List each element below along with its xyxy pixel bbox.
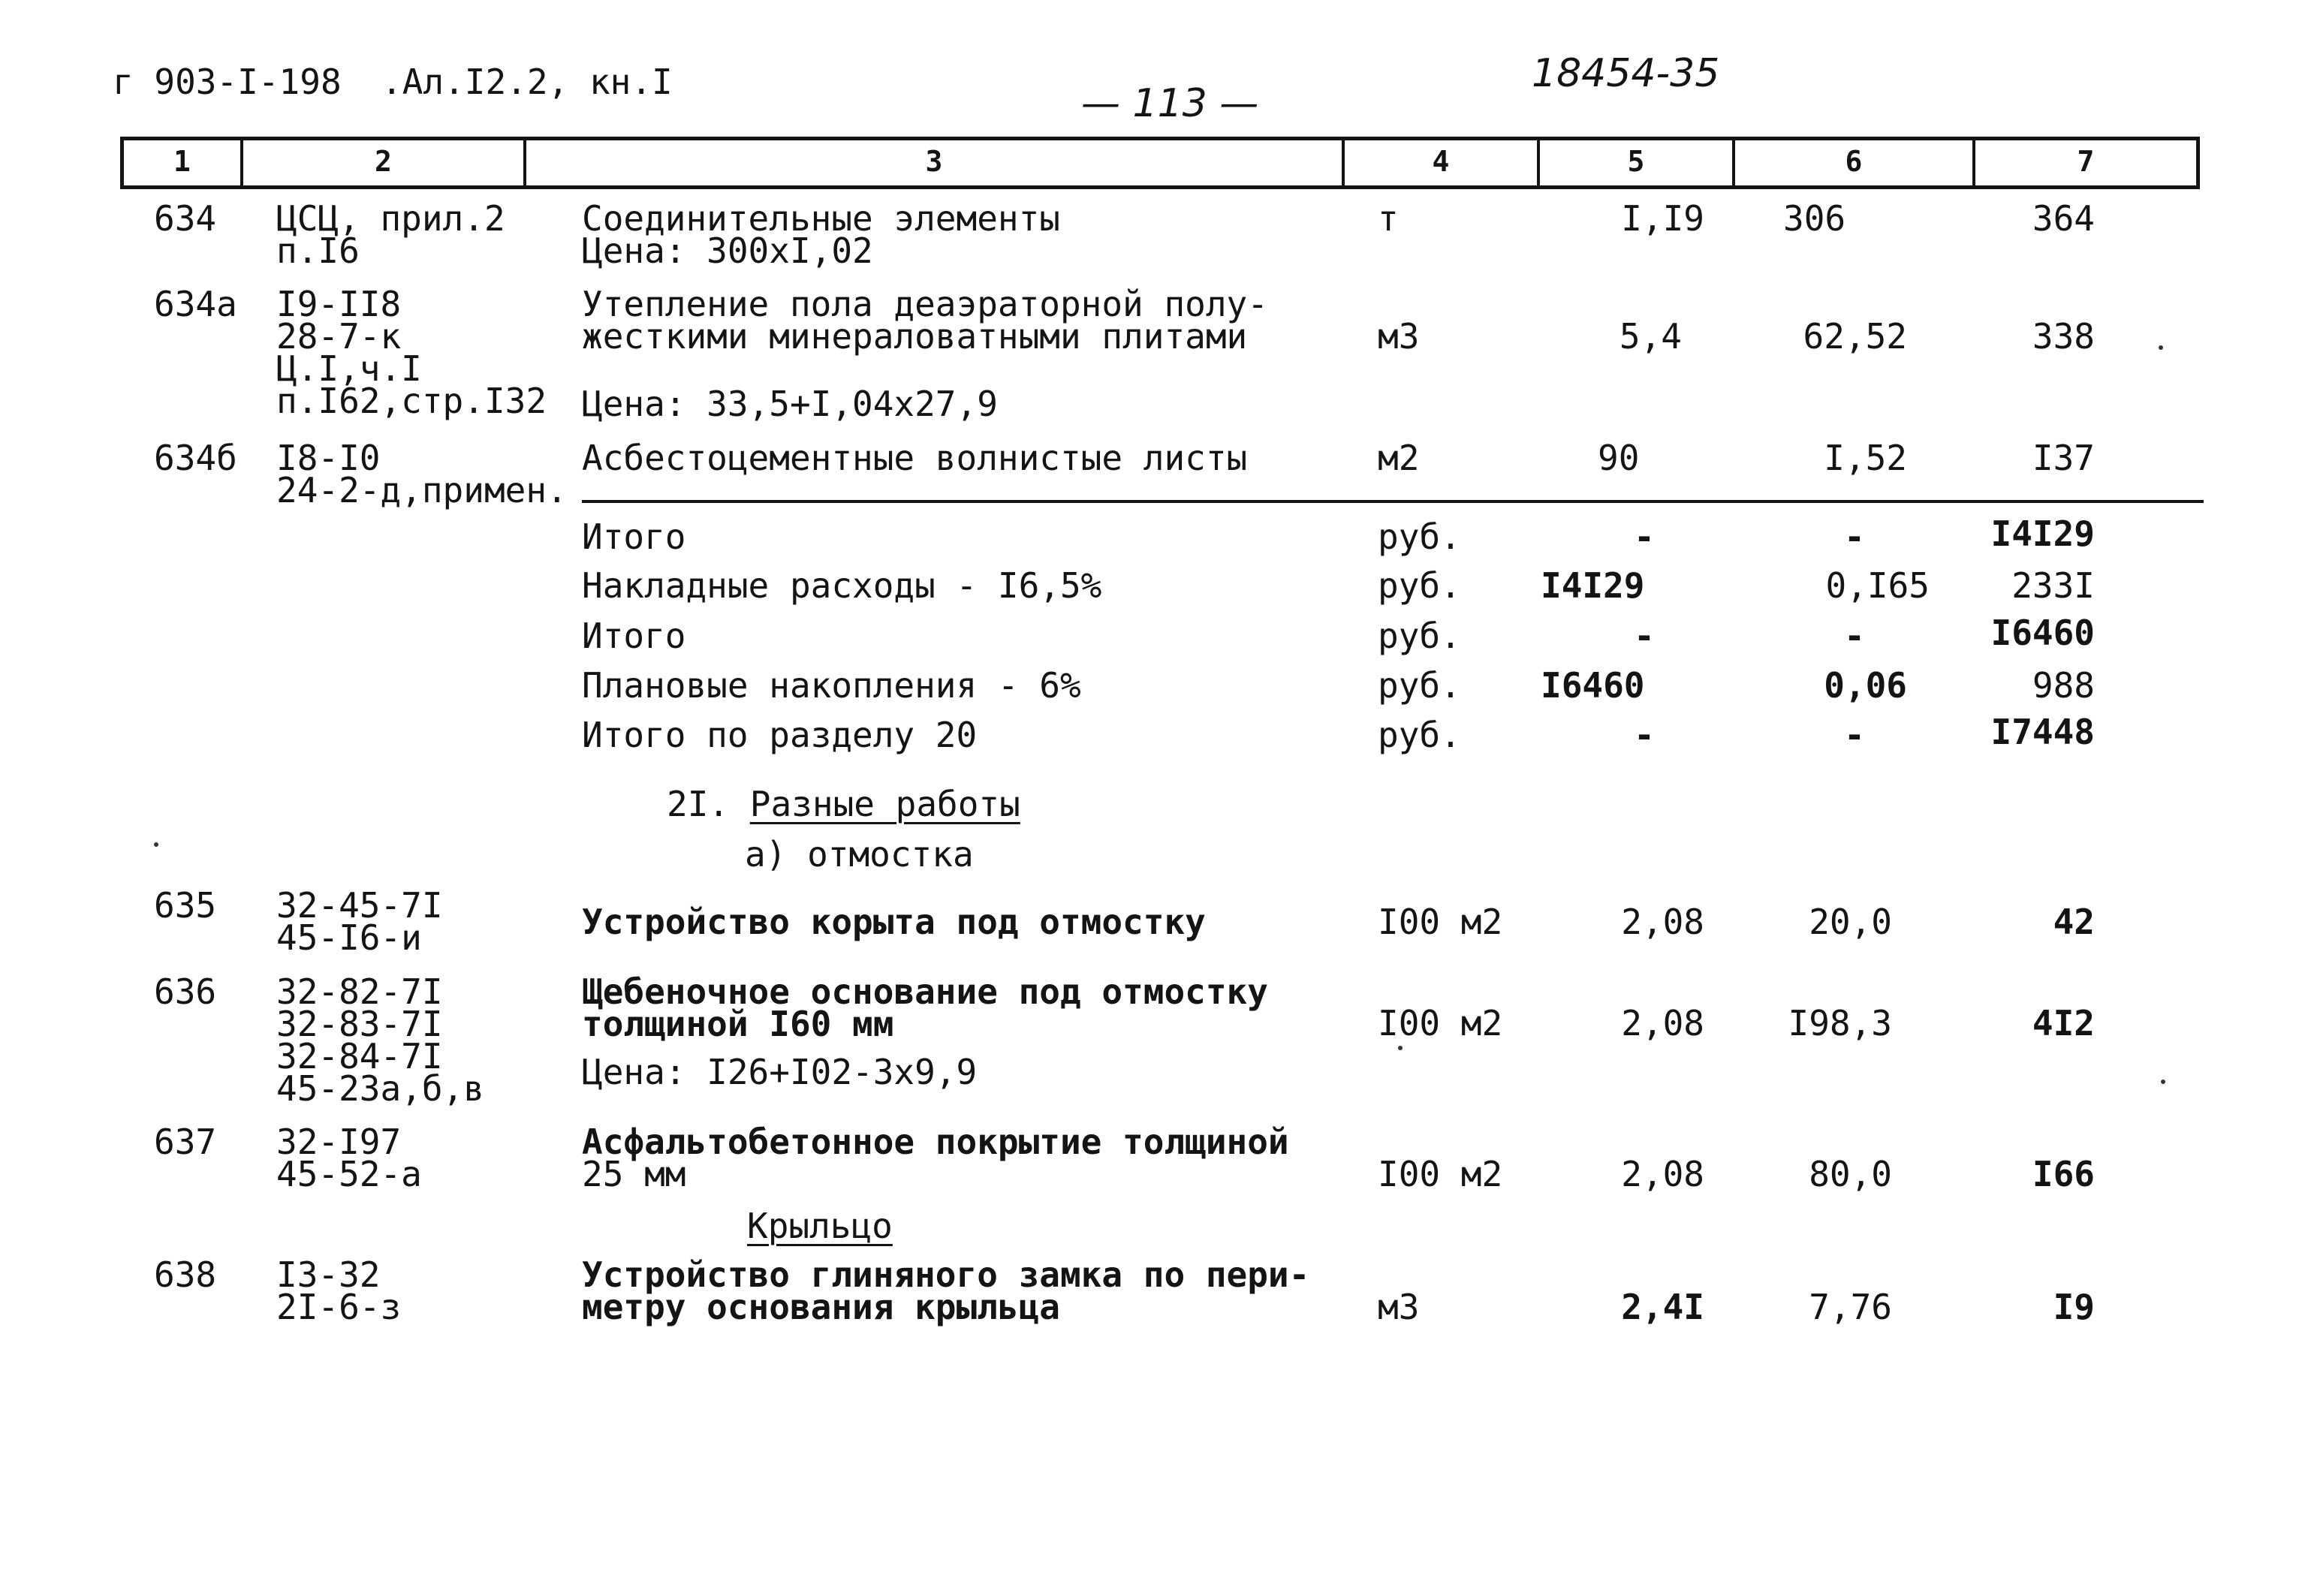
quantity: I4I29 bbox=[1541, 565, 1645, 606]
unit: руб. bbox=[1378, 665, 1461, 706]
norm-code: I9-II8 bbox=[276, 284, 402, 324]
quantity: I6460 bbox=[1541, 665, 1645, 706]
handwritten-inventory-number: 18454-35 bbox=[1532, 51, 1720, 96]
total-cost: I37 bbox=[2032, 438, 2095, 478]
unit-price: - bbox=[1844, 516, 1865, 557]
total-cost: I66 bbox=[2032, 1154, 2095, 1194]
total-cost: 364 bbox=[2032, 198, 2095, 239]
row-number: 634б bbox=[154, 438, 237, 478]
unit: руб. bbox=[1378, 516, 1461, 557]
total-cost: I6460 bbox=[1990, 613, 2095, 653]
column-header-6: 6 bbox=[1845, 145, 1863, 178]
section-number: 2I. bbox=[667, 784, 730, 824]
norm-code: 32-I97 bbox=[276, 1122, 402, 1162]
column-header-1: 1 bbox=[173, 145, 191, 178]
total-cost: 338 bbox=[2032, 316, 2095, 357]
unit-price: - bbox=[1844, 715, 1865, 755]
scan-speck bbox=[154, 842, 158, 847]
unit: м3 bbox=[1378, 316, 1420, 357]
unit: I00 м2 bbox=[1378, 1154, 1503, 1194]
quantity: 2,08 bbox=[1621, 1154, 1704, 1194]
column-header-5: 5 bbox=[1627, 145, 1645, 178]
total-cost: 988 bbox=[2032, 665, 2095, 706]
page-number: — 113 — bbox=[1081, 81, 1259, 126]
quantity: 2,4I bbox=[1621, 1287, 1704, 1327]
price-formula: Цена: I26+I02-3x9,9 bbox=[582, 1052, 978, 1092]
unit-price: I98,3 bbox=[1788, 1003, 1892, 1043]
unit: I00 м2 bbox=[1378, 1003, 1503, 1043]
total-cost: I9 bbox=[2053, 1287, 2095, 1327]
item-description: жесткими минераловатными плитами bbox=[582, 316, 1248, 357]
total-cost: 42 bbox=[2053, 902, 2095, 942]
quantity: 2,08 bbox=[1621, 902, 1704, 942]
norm-code: п.I6 bbox=[276, 230, 360, 271]
document-code: г 903-I-198 bbox=[113, 62, 342, 102]
unit-price: 62,52 bbox=[1803, 316, 1907, 357]
norm-code: п.I62,стр.I32 bbox=[276, 381, 547, 421]
norm-code: ЦСЦ, прил.2 bbox=[276, 198, 505, 239]
norm-code: 24-2-д,примен. bbox=[276, 470, 568, 510]
norm-code: 32-84-7I bbox=[276, 1036, 443, 1077]
unit: руб. bbox=[1378, 715, 1461, 755]
row-number: 638 bbox=[154, 1254, 217, 1295]
summary-label: Итого bbox=[582, 616, 686, 656]
item-description: Асбестоцементные волнистые листы bbox=[582, 438, 1248, 478]
total-cost: I4I29 bbox=[1990, 513, 2095, 554]
item-description: Соединительные элементы bbox=[582, 198, 1060, 239]
unit-price: 7,76 bbox=[1809, 1287, 1892, 1327]
column-header-4: 4 bbox=[1432, 145, 1450, 178]
unit: м2 bbox=[1378, 438, 1420, 478]
total-cost: 233I bbox=[2011, 565, 2095, 606]
price-formula: Цена: 300xI,02 bbox=[582, 230, 873, 271]
unit-price: 306 bbox=[1783, 198, 1846, 239]
row-number: 637 bbox=[154, 1122, 217, 1162]
row-number: 635 bbox=[154, 885, 217, 926]
section-title: Разные работы bbox=[749, 784, 1020, 824]
section-heading bbox=[667, 784, 1020, 824]
quantity: 5,4 bbox=[1619, 316, 1682, 357]
quantity: - bbox=[1634, 616, 1655, 656]
quantity: I,I9 bbox=[1621, 198, 1704, 239]
unit: I00 м2 bbox=[1378, 902, 1503, 942]
unit: т bbox=[1378, 198, 1399, 239]
norm-code: 28-7-к bbox=[276, 316, 402, 357]
unit-price: 80,0 bbox=[1809, 1154, 1892, 1194]
norm-code: 45-23а,б,в bbox=[276, 1068, 484, 1109]
item-description: Устройство корыта под отмостку bbox=[582, 902, 1206, 942]
unit-price: 20,0 bbox=[1809, 902, 1892, 942]
summary-label: Итого по разделу 20 bbox=[582, 715, 978, 755]
item-description: Утепление пола деаэраторной полу- bbox=[582, 284, 1268, 324]
norm-code: 32-83-7I bbox=[276, 1004, 443, 1044]
unit-price: I,52 bbox=[1824, 438, 1907, 478]
scan-speck bbox=[1398, 1046, 1403, 1050]
norm-code: I3-32 bbox=[276, 1254, 381, 1295]
album-reference: .Ал.I2.2, кн.I bbox=[381, 62, 673, 102]
unit-price: 0,06 bbox=[1824, 665, 1907, 706]
norm-code: Ц.I,ч.I bbox=[276, 348, 422, 389]
summary-label: Итого bbox=[582, 516, 686, 557]
unit-price: 0,I65 bbox=[1825, 565, 1930, 606]
quantity: - bbox=[1634, 516, 1655, 557]
unit-price: - bbox=[1844, 616, 1865, 656]
quantity: 90 bbox=[1598, 438, 1640, 478]
total-cost: 4I2 bbox=[2032, 1003, 2095, 1043]
summary-label: Накладные расходы - I6,5% bbox=[582, 565, 1102, 606]
norm-code: 45-I6-и bbox=[276, 917, 422, 958]
norm-code: I8-I0 bbox=[276, 438, 381, 478]
section-subtitle: а) отмостка bbox=[745, 834, 974, 875]
item-description: Щебеночное основание под отмостку bbox=[582, 971, 1268, 1012]
unit: руб. bbox=[1378, 565, 1461, 606]
quantity: - bbox=[1634, 715, 1655, 755]
column-header-2: 2 bbox=[375, 145, 392, 178]
item-description: 25 мм bbox=[582, 1154, 686, 1194]
unit: руб. bbox=[1378, 616, 1461, 656]
quantity: 2,08 bbox=[1621, 1003, 1704, 1043]
norm-code: 45-52-а bbox=[276, 1154, 422, 1194]
scan-speck bbox=[2159, 345, 2163, 350]
summary-label: Плановые накопления - 6% bbox=[582, 665, 1081, 706]
section-divider bbox=[582, 500, 2204, 503]
price-formula: Цена: 33,5+I,04x27,9 bbox=[582, 384, 998, 424]
item-description: толщиной I60 мм bbox=[582, 1004, 894, 1044]
item-description: Устройство глиняного замка по пери- bbox=[582, 1254, 1310, 1295]
column-header-7: 7 bbox=[2077, 145, 2095, 178]
norm-code: 2I-6-з bbox=[276, 1287, 402, 1327]
norm-code: 32-45-7I bbox=[276, 885, 443, 926]
item-description: Асфальтобетонное покрытие толщиной bbox=[582, 1122, 1289, 1162]
row-number: 636 bbox=[154, 971, 217, 1012]
total-cost: I7448 bbox=[1990, 712, 2095, 752]
unit: м3 bbox=[1378, 1287, 1420, 1327]
item-description: метру основания крыльца bbox=[582, 1287, 1060, 1327]
row-number: 634а bbox=[154, 284, 237, 324]
norm-code: 32-82-7I bbox=[276, 971, 443, 1012]
subsection-heading: Крыльцо bbox=[747, 1206, 893, 1246]
scan-speck bbox=[2161, 1080, 2165, 1084]
column-header-3: 3 bbox=[925, 145, 943, 178]
row-number: 634 bbox=[154, 198, 217, 239]
